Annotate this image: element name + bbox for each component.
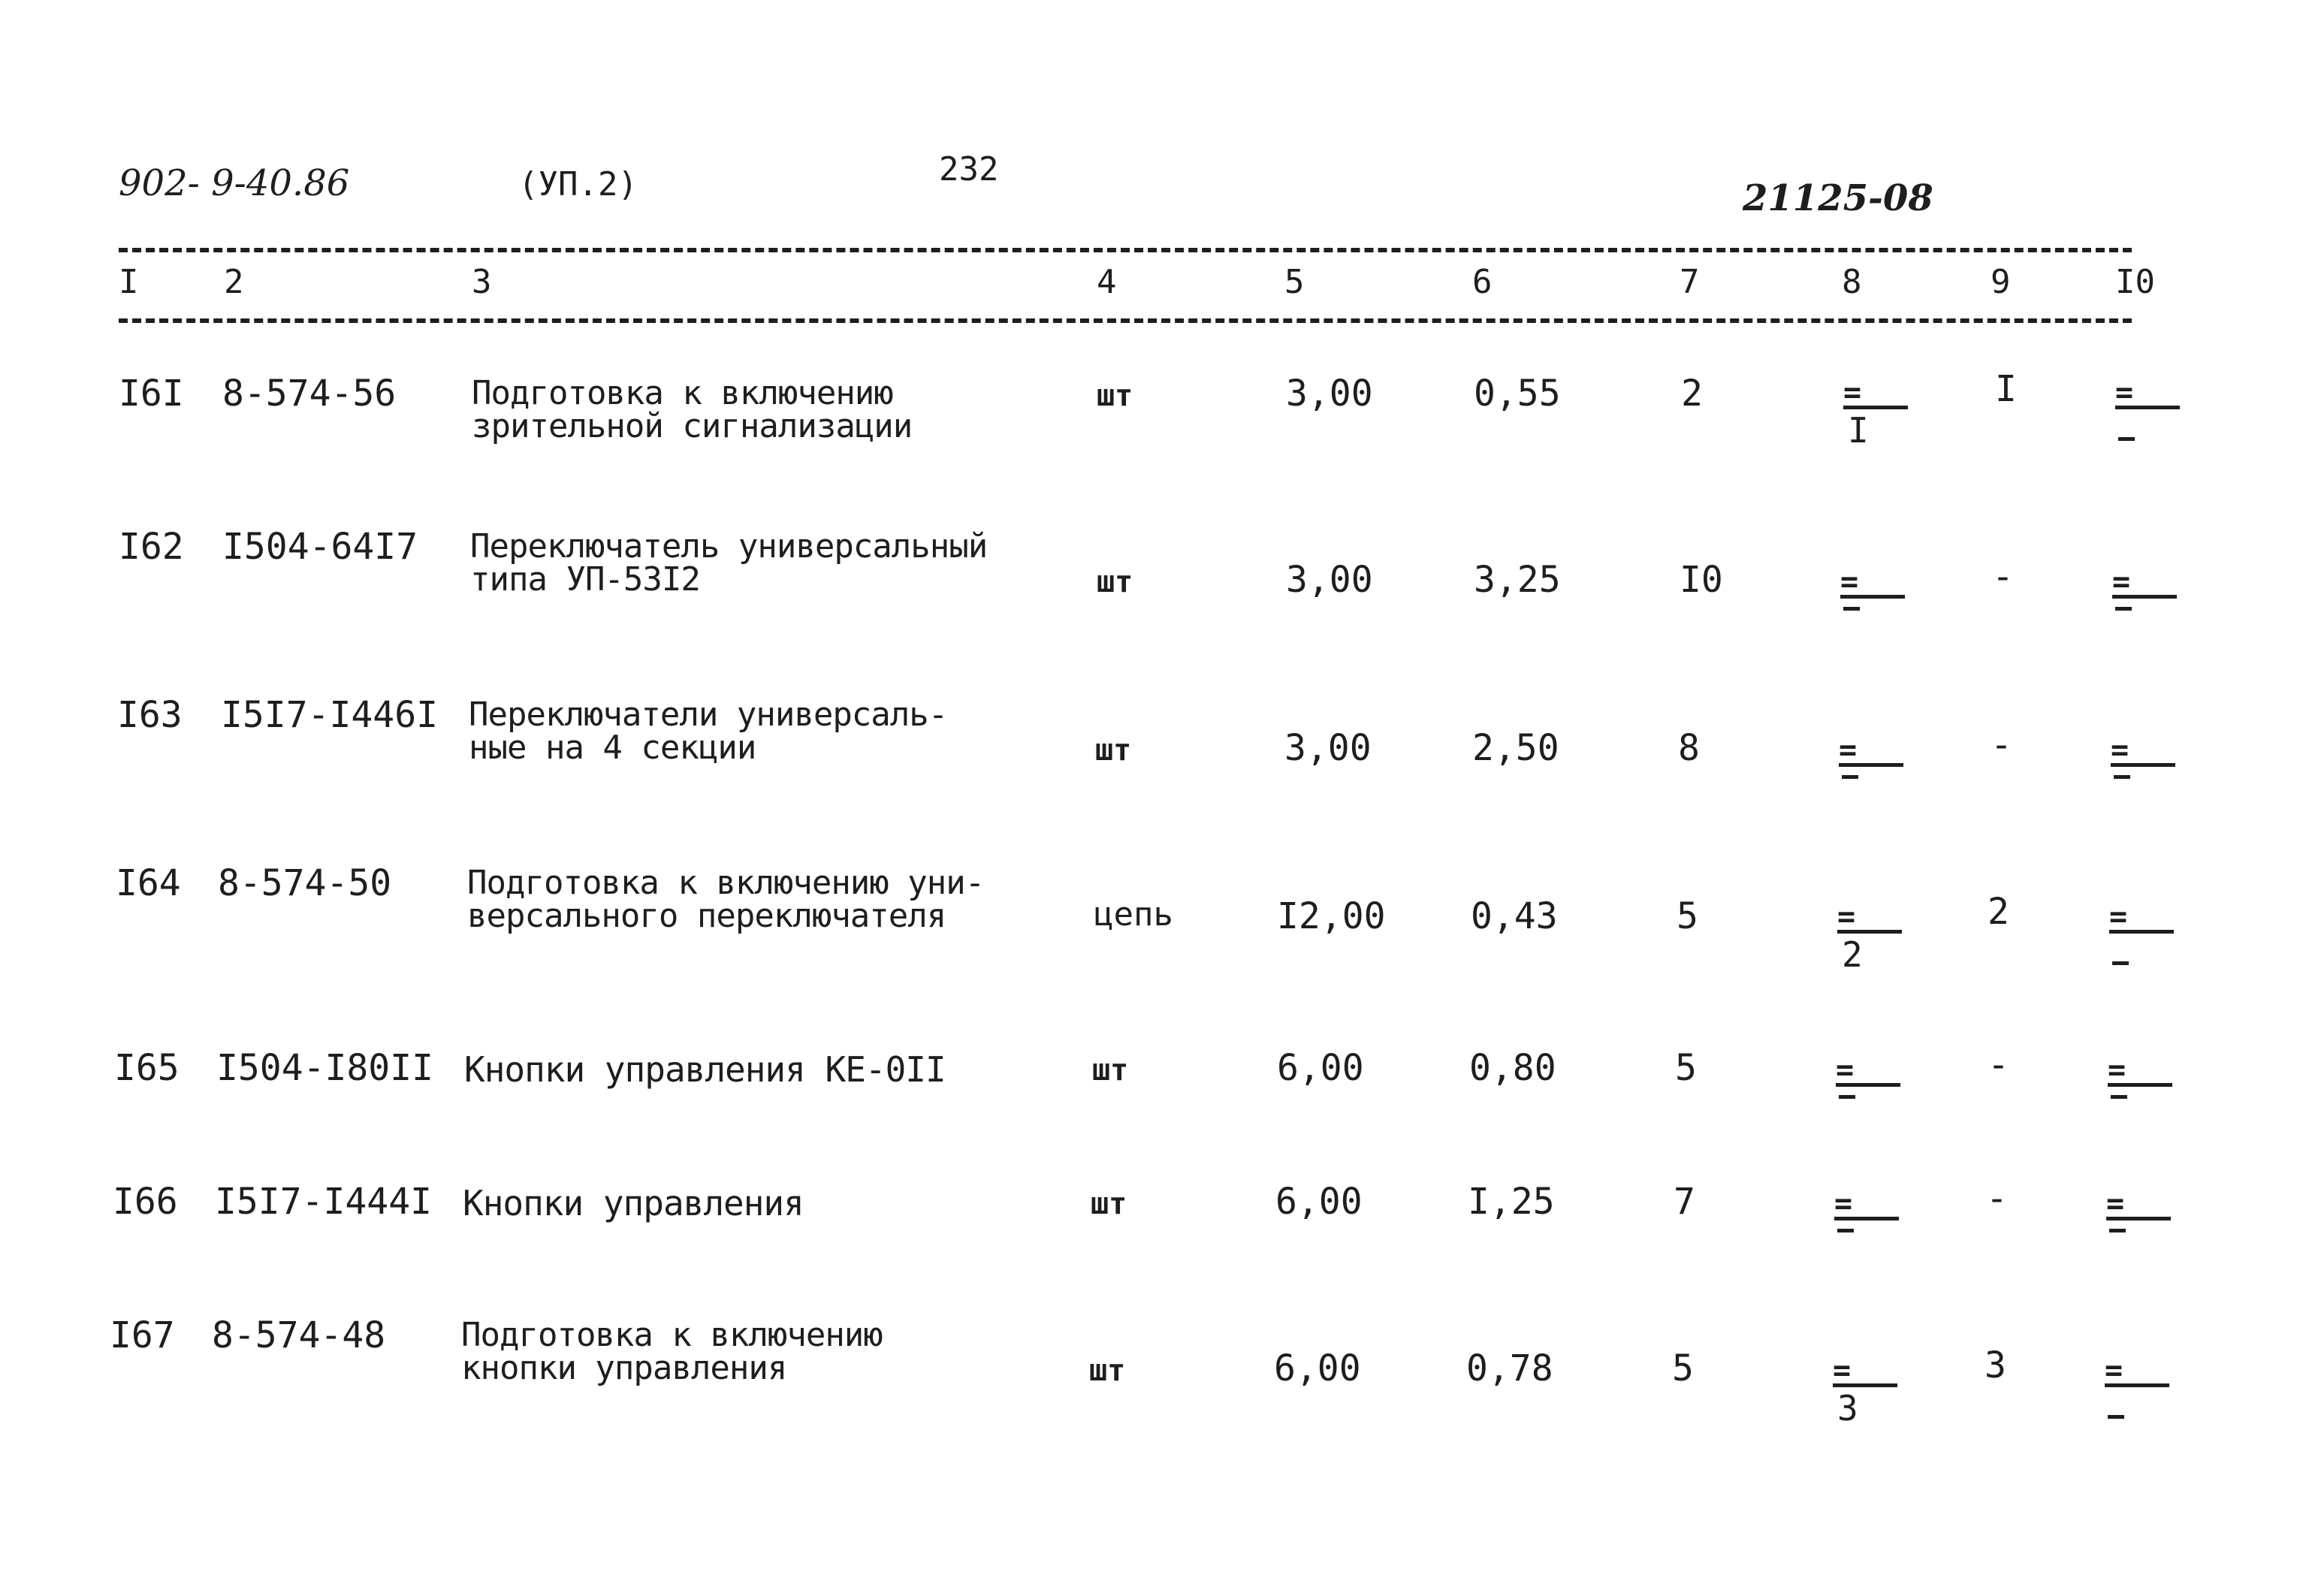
item-code: 8-574-50 [218,862,392,904]
unit: шт [1089,1353,1126,1388]
col-header-4: 4 [1097,263,1117,301]
row-number: I66 [113,1181,178,1223]
unit: шт [1097,565,1133,599]
col8-fraction: = [1840,571,1908,653]
col-header-10: I0 [2115,263,2155,301]
row-number: I6I [119,373,184,415]
item-code: I504-64I7 [222,526,418,568]
doc-code: 902- 9-40.86 [119,162,350,204]
col5-value: 6,00 [1275,1181,1363,1223]
col5-value: 6,00 [1274,1347,1361,1389]
col-header-3: 3 [472,263,492,301]
col-header-5: 5 [1284,263,1305,301]
item-description-line1: Подготовка к включению [472,374,893,412]
col9-value: - [1992,556,2014,598]
unit: шт [1097,379,1133,413]
col6-value: 0,78 [1466,1347,1553,1389]
item-code: I5I7-I444I [215,1181,432,1223]
item-description-line1: Кнопки управления КЕ-0II [464,1049,946,1090]
col6-value: 2,50 [1472,727,1559,769]
header-rule-bottom [119,318,2132,323]
col7-value: 2 [1681,373,1703,415]
col-header-2: 2 [224,263,244,301]
col5-value: 3,00 [1284,727,1372,769]
col-header-1: I [119,263,139,301]
row-number: I67 [110,1314,175,1356]
unit: цепь [1094,895,1173,934]
col9-value: 2 [1988,891,2009,933]
col10-fraction: = [2111,739,2178,822]
col7-value: I0 [1680,559,1723,601]
col8-fraction: = 2 [1837,906,1905,988]
col8-fraction: = [1836,1059,1903,1142]
col-header-8: 8 [1842,263,1862,301]
row-number: I65 [114,1047,180,1089]
row-number: I63 [117,694,183,736]
col8-fraction: = [1834,1193,1902,1275]
col9-value: - [1988,1044,2009,1086]
col-header-9: 9 [1991,263,2011,301]
item-description-line2: версального переключателя [467,897,946,935]
row-number: I62 [119,526,184,568]
header-rule-top [119,248,2132,252]
col5-value: 3,00 [1286,559,1373,601]
section-label: (УП.2) [518,165,638,204]
col9-value: 3 [1985,1344,2006,1386]
col8-fraction: = 3 [1833,1359,1900,1442]
item-description-line2: типа УП-53I2 [470,560,700,599]
item-description-line2: ные на 4 секции [469,729,756,767]
item-description-line2: зрительной сигнализации [472,407,913,445]
item-description-line1: Переключатель универсальный [470,527,988,566]
item-code: I5I7-I446I [221,694,438,736]
row-number: I64 [116,862,181,904]
col7-value: 5 [1677,895,1698,937]
item-description-line2: кнопки управления [461,1349,787,1387]
item-description-line1: Переключатели универсаль- [469,695,948,734]
col9-value: - [1986,1178,2008,1220]
col9-value: - [1991,724,2012,766]
col-header-7: 7 [1680,263,1700,301]
page-number: 232 [939,150,999,189]
col7-value: 5 [1675,1047,1697,1089]
col10-fraction: = [2106,1193,2174,1275]
col5-value: 3,00 [1286,373,1373,415]
col6-value: 0,55 [1474,373,1561,415]
col6-value: 0,43 [1471,895,1558,937]
col9-value: I [1995,368,2017,410]
col8-fraction: = I [1843,382,1911,464]
col10-fraction: = [2115,382,2183,464]
col-header-6: 6 [1472,263,1493,301]
col7-value: 7 [1674,1181,1695,1223]
col8-fraction: = [1839,739,1906,822]
item-description-line1: Подготовка к включению уни- [467,864,985,902]
col5-value: 6,00 [1277,1047,1364,1089]
unit: шт [1095,733,1132,768]
col10-fraction: = [2105,1359,2172,1442]
item-code: I504-I80II [216,1047,433,1089]
col10-fraction: = [2108,1059,2175,1142]
col6-value: 0,80 [1469,1047,1556,1089]
col6-value: 3,25 [1474,559,1561,601]
item-code: 8-574-56 [222,373,397,415]
unit: шт [1091,1187,1127,1221]
item-code: 8-574-48 [212,1314,386,1356]
stamp-number: 21125-08 [1743,177,1933,219]
col7-value: 5 [1672,1347,1694,1389]
unit: шт [1092,1053,1129,1088]
col6-value: I,25 [1468,1181,1555,1223]
item-description-line1: Кнопки управления [463,1183,804,1223]
col10-fraction: = [2109,906,2177,988]
col7-value: 8 [1678,727,1700,769]
col5-value: I2,00 [1277,895,1386,937]
col10-fraction: = [2112,571,2180,653]
item-description-line1: Подготовка к включению [461,1316,883,1354]
